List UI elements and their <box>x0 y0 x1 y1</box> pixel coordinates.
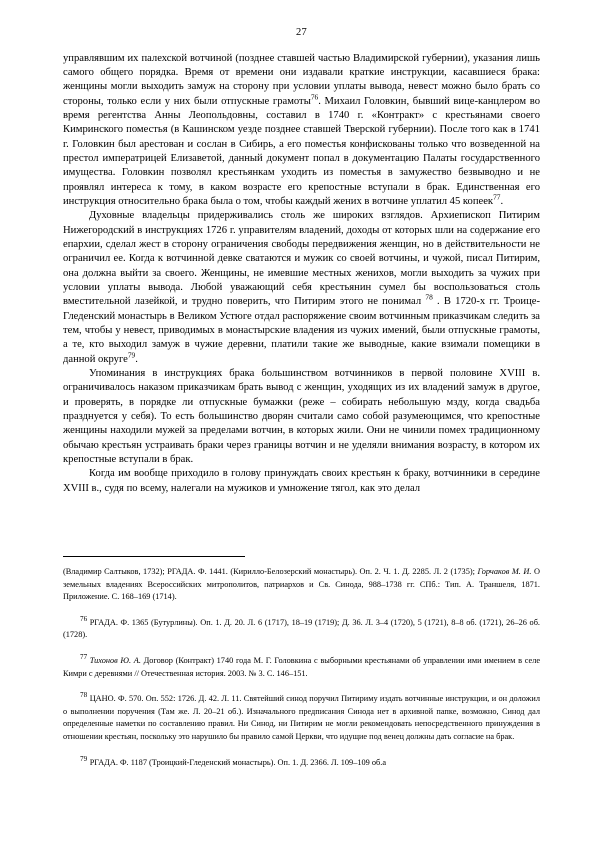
text-run: . <box>135 353 138 365</box>
text-run: РГАДА. Ф. 1365 (Бутурлины). Оп. 1. Д. 20. Л. 6 (1717), 18–19 (1719); Д. 36. Л. 3–4 (1720), 5 (1721), 8–8 об. (1721), 26–26 об. (1728). <box>63 617 540 640</box>
text-run: Духовные владельцы придерживались столь же широких взглядов. Архиепископ Питирим Нижегородский в инструкциях 1726 г. управителям владений, доходы от которых шли на содержание его епархии, сделал жест в сторону ограничения свободы передвижения женщин, но в действительности не ограничил ее. Когда к вотчинной девке сватаются и мужик со своей вотчины, и чужой, писал Питирим, она должна выйти за своего. Женщины, не имевшие местных женихов, могли выходить за чужих при условии уплаты вывода. Любой уважающий себя крестьянин сумел бы воспользоваться столь вместительной лазейкой, и трудно поверить, что Питирим этого не понимал <box>63 210 540 308</box>
footnote-item <box>63 655 540 680</box>
author-name: Тихонов Ю. А. <box>89 655 141 665</box>
footnote-list <box>63 617 540 769</box>
footnote-reference[interactable]: 79 <box>127 350 136 360</box>
footnote-number: 77 <box>80 653 88 662</box>
text-run: Когда им вообще приходило в голову принуждать своих крестьян к браку, вотчинники в середине XVIII в., судя по всему, налегали на мужиков и умножение тягол, как это делал <box>63 468 540 494</box>
text-run: . <box>500 195 504 207</box>
footnote-number: 76 <box>80 615 88 624</box>
text-run: управлявшим их палехской вотчиной (позднее ставшей частью Владимирской губернии), указания лишь самого общего порядка. Время от времени они издавали краткие инструкции, касавшиеся брака: женщины могли выходить замуж на сторону при условии уплаты вывода, невест можно было брать со стороны, только если у них были отпускные грамоты <box>63 52 540 107</box>
body-text <box>63 52 540 497</box>
footnote-reference[interactable]: 76 <box>310 92 319 101</box>
footnote-area <box>63 556 540 769</box>
body-paragraph <box>63 367 540 467</box>
footnote-separator-rule <box>63 556 245 557</box>
body-paragraph <box>63 467 540 496</box>
footnote-number: 79 <box>80 754 88 763</box>
page-number: 27 <box>296 27 307 38</box>
text-run: . В 1720-х гг. Троице-Гледенский монастырь в Великом Устюге отдал распоряжение своим вотчинным приказчикам следить за тем, чтобы у невест, приводимых в монастырские владения из чужих имений, были отпускные грамоты, а те, кто выходил замуж в чужие деревни, платили такие же выводные, какие взимали помещики в данной округе <box>63 296 540 365</box>
footnote-reference[interactable]: 78 <box>425 292 433 302</box>
body-paragraph <box>63 209 540 367</box>
text-run: (Владимир Салтыков, 1732); РГАДА. Ф. 1441. (Кирилло-Белозерский монастырь). Оп. 2. Ч. 1. Д. 2285. Л. 2 (1735); <box>63 567 478 576</box>
footnote-item <box>63 693 540 743</box>
text-run: ЦАНО. Ф. 570. Оп. 552: 1726. Д. 42. Л. 11. Святейший синод поручил Питириму издать вотчинные инструкции, и он доложил о выполнении поручения (Там же. Л. 20–21 об.). Изначального предписания Синода нет в архивной папке, возможно, Синод дал определенные наметки по составлению правил. Ни Синод, ни Питирим не могли рекомендовать непосредственного принуждения в отношении крестьян, поскольку это нарушило бы правило самой Церкви, что идущие под венец должны дать согласие на брак. <box>63 694 540 741</box>
text-run: Упоминания в инструкциях брака большинством вотчинников в первой половине XVIII в. ограничивалось наказом приказчикам брать вывод с женщин, уходящих из их владений замуж в другое, и проверять, в порядке ли отпускные бумажки (реже – собирать небольшую мзду, когда свадьба празднуется у себя). То есть большинство дворян считали само собой разумеющимся, что крепостные женщины находили мужей за пределами вотчин, в которых жили. Они не чинили помех традиционному обычаю крестьян устраивать браки через границы вотчин и не уделяли внимания возрасту, в котором их крепостные вступали в брак. <box>63 368 540 466</box>
body-paragraph-list <box>63 52 540 497</box>
footnote-reference[interactable]: 77 <box>493 192 501 202</box>
text-run: Договор (Контракт) 1740 года М. Г. Головкина с выборными крестьянами об управлении ими имением в селе Кимри с деревнями // Отечественная история. 2003. № 3. С. 146–151. <box>63 655 541 678</box>
footnote-continued <box>63 566 540 604</box>
author-name: Горчаков М. И. <box>477 567 532 576</box>
text-run: . Михаил Головкин, бывший вице-канцлером во время регентства Анны Леопольдовны, составил в 1740 г. «Контракт» с крестьянами своего Кимринского поместья (в Кашинском уезде позднее ставшей Тверской губернии). После того как в 1741 г. Головкин был арестован и сослан в Сибирь, а его поместья конфискованы только что возведенной на престол императрицей Елизаветой, данный документ попал в документацию Палаты государственного имущества. Головкин позволял крестьянкам уходить из поместья в замужество безвыводно и не проявлял интереса к тому, в каком возрасте его крепостные вступали в брак. Единственная его инструкция относительно брака была о том, чтобы каждый жених в вотчине уплатил 45 копеек <box>63 95 540 207</box>
footnote-item <box>63 617 540 642</box>
text-run: РГАДА. Ф. 1187 (Троицкий-Гледенский монастырь). Оп. 1. Д. 2366. Л. 109–109 об.а <box>89 757 387 767</box>
footnote-number: 78 <box>80 691 88 700</box>
footnote-item <box>63 754 540 770</box>
text-run: О земельных владениях Всероссийских митрополитов, патриархов и Св. Синода, 988–1738 гг. СПб.: Тип. А. Траншеля, 1871. Приложение. С. 168–169 (1714). <box>63 567 540 602</box>
body-paragraph <box>63 52 540 210</box>
